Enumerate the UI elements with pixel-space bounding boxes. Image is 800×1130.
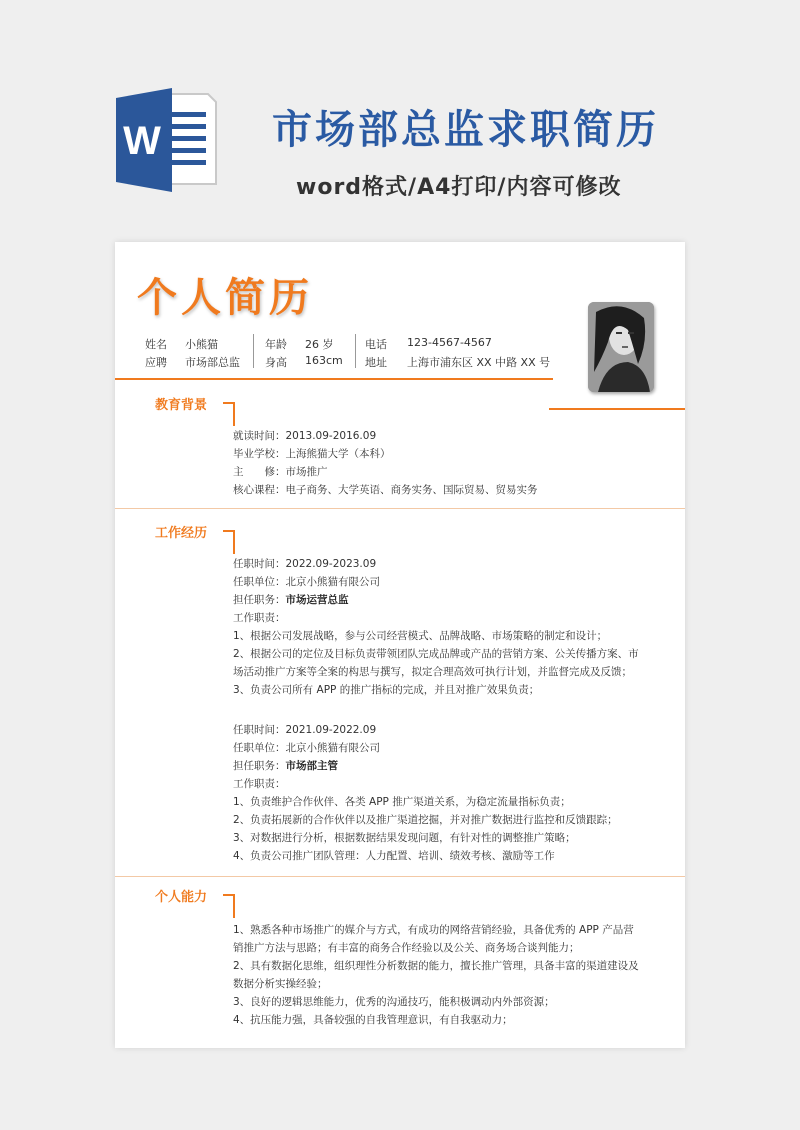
height-label: 身高 bbox=[265, 356, 287, 369]
age-label: 年龄 bbox=[265, 338, 287, 351]
name-label: 姓名 bbox=[145, 338, 167, 351]
divider bbox=[355, 334, 356, 368]
section-divider bbox=[115, 876, 685, 877]
header-rule-right bbox=[549, 408, 685, 410]
header-rule-left bbox=[115, 378, 553, 380]
education-title: 教育背景 bbox=[155, 398, 208, 413]
job2-company: 任职单位：北京小熊猫有限公司 bbox=[233, 742, 380, 754]
job2-position: 担任职务：市场部主管 bbox=[233, 760, 338, 772]
job2-duty: 3、对数据进行分析，根据数据结果发现问题，有针对性的调整推广策略； bbox=[233, 832, 576, 844]
job1-time: 任职时间：2022.09-2023.09 bbox=[233, 558, 377, 570]
word-document-icon bbox=[112, 84, 220, 196]
phone-value: 123-4567-4567 bbox=[407, 336, 492, 349]
job1-position: 担任职务：市场运营总监 bbox=[233, 594, 349, 606]
age-value: 26 岁 bbox=[305, 338, 334, 351]
page-title: 市场部总监求职简历 bbox=[272, 107, 659, 153]
job1-duty: 场活动推广方案等全案的构思与撰写，拟定合理高效可执行计划，并监督完成及反馈； bbox=[233, 666, 632, 678]
section-divider bbox=[115, 508, 685, 509]
phone-label: 电话 bbox=[365, 338, 387, 351]
education-line: 核心课程：电子商务、大学英语、商务实务、国际贸易、贸易实务 bbox=[233, 484, 538, 496]
education-line: 就读时间：2013.09-2016.09 bbox=[233, 430, 377, 442]
ability-line: 数据分析实操经验； bbox=[233, 978, 328, 990]
job1-duty: 3、负责公司所有 APP 的推广指标的完成，并且对推广效果负责； bbox=[233, 684, 540, 696]
address-value: 上海市浦东区 XX 中路 XX 号 bbox=[407, 356, 551, 369]
job2-duty-label: 工作职责： bbox=[233, 778, 286, 790]
job2-time: 任职时间：2021.09-2022.09 bbox=[233, 724, 377, 736]
profile-photo bbox=[588, 302, 654, 392]
divider bbox=[253, 334, 254, 368]
resume-page bbox=[115, 242, 685, 1048]
ability-line: 3、良好的逻辑思维能力，优秀的沟通技巧，能积极调动内外部资源； bbox=[233, 996, 555, 1008]
ability-line: 销推广方法与思路；有丰富的商务合作经验以及公关、商务场合谈判能力； bbox=[233, 942, 580, 954]
job1-duty-label: 工作职责： bbox=[233, 612, 286, 624]
ability-line: 2、具有数据化思维，组织理性分析数据的能力，擅长推广管理，具备丰富的渠道建设及 bbox=[233, 960, 639, 972]
education-line: 毕业学校：上海熊猫大学（本科） bbox=[233, 448, 391, 460]
job2-duty: 1、负责维护合作伙伴、各类 APP 推广渠道关系，为稳定流量指标负责； bbox=[233, 796, 571, 808]
job2-duty: 2、负责拓展新的合作伙伴以及推广渠道挖掘，并对推广数据进行监控和反馈跟踪； bbox=[233, 814, 618, 826]
job-value: 市场部总监 bbox=[185, 356, 240, 369]
ability-line: 1、熟悉各种市场推广的媒介与方式，有成功的网络营销经验，具备优秀的 APP 产品营 bbox=[233, 924, 634, 936]
height-value: 163cm bbox=[305, 354, 343, 367]
section-bracket bbox=[223, 402, 235, 426]
job1-duty: 2、根据公司的定位及目标负责带领团队完成品牌或产品的营销方案、公关传播方案、市 bbox=[233, 648, 639, 660]
section-bracket bbox=[223, 894, 235, 918]
job1-company: 任职单位：北京小熊猫有限公司 bbox=[233, 576, 380, 588]
section-bracket bbox=[223, 530, 235, 554]
job-label: 应聘 bbox=[145, 356, 167, 369]
page-subtitle: word格式/A4打印/内容可修改 bbox=[296, 175, 622, 200]
ability-line: 4、抗压能力强，具备较强的自我管理意识，有自我驱动力； bbox=[233, 1014, 513, 1026]
ability-title: 个人能力 bbox=[155, 890, 208, 905]
education-line: 主 修：市场推广 bbox=[233, 466, 328, 478]
logo-letter: W bbox=[123, 119, 161, 163]
resume-title: 个人简历 bbox=[137, 275, 313, 321]
job1-duty: 1、根据公司发展战略，参与公司经营模式、品牌战略、市场策略的制定和设计； bbox=[233, 630, 608, 642]
work-title: 工作经历 bbox=[155, 526, 208, 541]
job2-duty: 4、负责公司推广团队管理：人力配置、培训、绩效考核、激励等工作 bbox=[233, 850, 555, 862]
name-value: 小熊猫 bbox=[185, 338, 218, 351]
address-label: 地址 bbox=[365, 356, 387, 369]
